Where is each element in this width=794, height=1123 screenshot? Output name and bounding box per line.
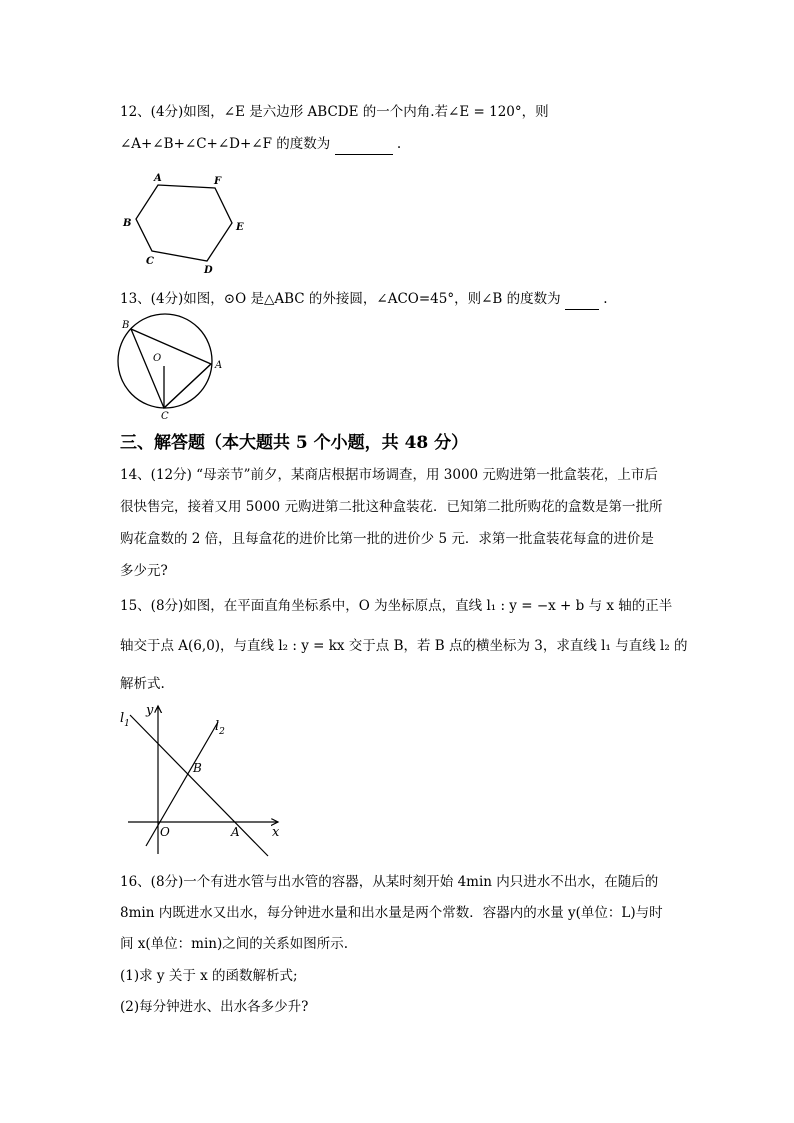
hexagon-figure (118, 168, 258, 278)
graph-label-y: y (146, 703, 154, 718)
q15-line2: 轴交于点 A(6,0)，与直线 l₂ : y = kx 交于点 B，若 B 点的横坐标为 3，求直线 l₁ 与直线 l₂ 的 (120, 638, 688, 654)
line-l2 (146, 722, 218, 846)
graph-label-l1: $l_1$ (120, 711, 130, 729)
graph-label-b: B (193, 761, 202, 775)
circle-label-b: B (122, 320, 130, 331)
hexagon-label-c: C (146, 256, 154, 267)
q13-line1-end: . (603, 291, 608, 307)
hexagon-label-a: A (154, 173, 162, 184)
q12-line2-text: ∠A+∠B+∠C+∠D+∠F 的度数为 (120, 136, 331, 152)
q16-line3: 间 x(单位：min)之间的关系如图所示. (120, 936, 349, 952)
hexagon-label-b: B (123, 218, 132, 229)
q16-line2: 8min 内既进水又出水，每分钟进水量和出水量是两个常数．容器内的水量 y(单位：L)与时 (120, 905, 663, 921)
q16-line1: 16、(8分)一个有进水管与出水管的容器，从某时刻开始 4min 内只进水不出水，在随后的 (120, 874, 659, 890)
q12-line2-end: . (396, 136, 402, 152)
q15-line3: 解析式. (120, 676, 165, 692)
q14-line3: 购花盒数的 2 倍，且每盒花的进价比第一批的进价少 5 元．求第一批盒装花每盒的进价是 (120, 531, 654, 547)
hexagon-label-e: E (236, 222, 244, 233)
graph-label-o: O (160, 825, 170, 839)
circle-label-o: O (153, 353, 162, 364)
graph-label-a: A (231, 825, 240, 839)
q15-line1: 15、(8分)如图，在平面直角坐标系中，O 为坐标原点，直线 l₁ : y = −x + b 与 x 轴的正半 (120, 598, 673, 614)
coordinate-graph (116, 700, 291, 862)
line-l1 (130, 715, 268, 856)
hexagon-label-d: D (204, 265, 213, 276)
q12-line1: 12、(4分)如图，∠E 是六边形 ABCDE 的一个内角.若∠E = 120°，则 (120, 104, 549, 120)
circumcircle (118, 314, 212, 408)
q14-line2: 很快售完，接着又用 5000 元购进第二批这种盒装花．已知第二批所购花的盒数是第一批所 (120, 499, 663, 515)
q16-line5: (2)每分钟进水、出水各多少升? (120, 999, 309, 1015)
segment-oa (164, 364, 211, 408)
q12-line2 (120, 134, 401, 155)
q13-line1 (120, 289, 608, 310)
section-3-heading: 三、解答题（本大题共 5 个小题，共 48 分） (120, 433, 469, 453)
graph-label-x: x (272, 825, 280, 840)
q12-answer-blank (335, 134, 393, 155)
q13-answer-blank (565, 289, 599, 310)
q14-line4: 多少元? (120, 563, 168, 579)
q16-line4: (1)求 y 关于 x 的函数解析式; (120, 968, 298, 984)
hexagon-shape (136, 185, 232, 261)
q13-line1-text: 13、(4分)如图，⊙O 是△ABC 的外接圆，∠ACO=45°，则∠B 的度数为 (120, 291, 561, 307)
circle-figure (116, 316, 236, 420)
circle-label-c: C (161, 411, 169, 422)
graph-label-l2: $l_2$ (215, 719, 225, 737)
q14-line1: 14、(12分) “母亲节”前夕，某商店根据市场调查，用 3000 元购进第一批盒装花，上市后 (120, 467, 658, 483)
hexagon-label-f: F (214, 176, 222, 187)
circle-label-a: A (215, 360, 223, 371)
triangle-abc (131, 329, 211, 408)
